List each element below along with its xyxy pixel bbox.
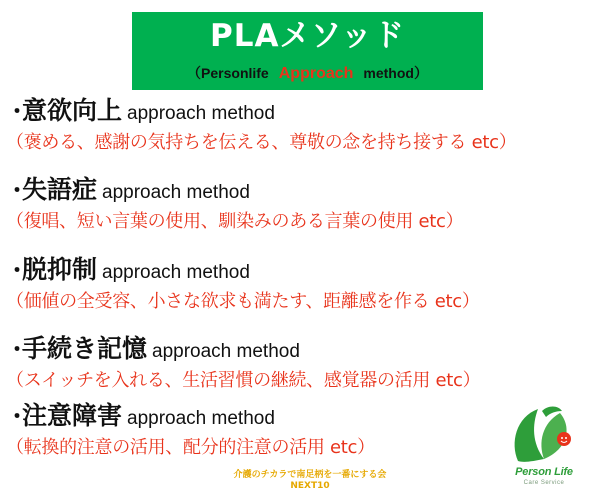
item-detail: （復唱、短い言葉の使用、馴染みのある言葉の使用 etc） — [6, 211, 464, 232]
leaf-logo-icon — [508, 403, 580, 465]
list-item — [6, 334, 480, 392]
list-item — [6, 175, 463, 233]
subtitle-open: （Personlife — [187, 65, 269, 81]
bullet-icon: ・ — [6, 405, 29, 430]
list-item — [6, 401, 375, 459]
item-heading — [6, 334, 480, 364]
item-method-label: approach method — [152, 341, 300, 362]
item-method-label: approach method — [102, 182, 250, 203]
bullet-icon: ・ — [6, 338, 29, 363]
item-heading — [6, 175, 463, 205]
logo-tagline: Care Service — [523, 480, 565, 486]
bullet-icon: ・ — [6, 259, 29, 284]
page-subtitle — [132, 65, 483, 82]
item-title: 注意障害 — [22, 401, 123, 430]
item-title: 脱抑制 — [22, 255, 98, 284]
item-method-label: approach method — [127, 103, 275, 124]
item-detail: （転換的注意の活用、配分的注意の活用 etc） — [6, 437, 375, 458]
list-item — [6, 255, 480, 313]
person-life-logo — [508, 403, 580, 491]
page-title: PLAメソッド — [210, 18, 405, 54]
item-method-label: approach method — [127, 408, 275, 429]
logo-name: Person Life — [515, 466, 573, 478]
subtitle-close: method） — [363, 65, 428, 81]
item-heading — [6, 255, 480, 285]
footer-organization: 介護のチカラで南足柄を一番にする会 — [233, 470, 387, 480]
title-banner — [132, 12, 483, 90]
subtitle-accent: Approach — [278, 65, 354, 82]
item-method-label: approach method — [102, 262, 250, 283]
item-title: 手続き記憶 — [22, 334, 148, 363]
item-heading — [6, 401, 375, 431]
item-title: 意欲向上 — [22, 96, 123, 125]
footer-caption — [200, 470, 420, 492]
item-detail: （褒める、感謝の気持ちを伝える、尊敬の念を持ち接する etc） — [6, 132, 517, 153]
footer-project: NEXT10 — [290, 481, 330, 491]
item-heading — [6, 96, 516, 126]
item-title: 失語症 — [22, 175, 98, 204]
item-detail: （価値の全受容、小さな欲求も満たす、距離感を作る etc） — [6, 291, 480, 312]
bullet-icon: ・ — [6, 179, 29, 204]
bullet-icon: ・ — [6, 100, 29, 125]
item-detail: （スイッチを入れる、生活習慣の継続、感覚器の活用 etc） — [6, 370, 481, 391]
list-item — [6, 96, 516, 154]
